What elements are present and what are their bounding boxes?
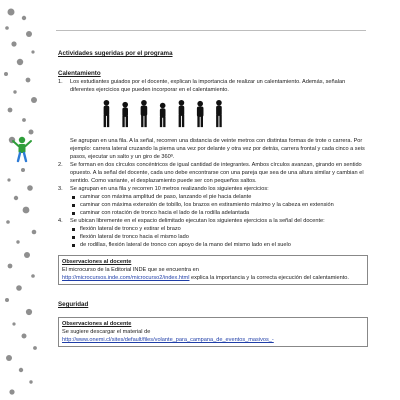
observations-box-1: [58, 255, 368, 285]
document-content: [58, 50, 368, 347]
bullet-item: caminar con máxima amplitud de paso, lanzando el pie hacia delante: [70, 193, 368, 201]
bullet-item: de rodillas, flexión lateral de tronco con apoyo de la mano del mismo lado en el suelo: [70, 241, 368, 249]
bullet-item: flexión lateral de tronco y estirar el brazo: [70, 225, 368, 233]
students-silhouettes-image: [88, 99, 258, 129]
item-number: 1.: [58, 79, 63, 85]
activity-item-1: [58, 78, 368, 94]
item-text: Se forman en dos círculos concéntricos de igual cantidad de integrantes. Ambos círculos avanzan, girando en sentido opuesto. A la señal del docente, cada uno debe encontrarse con una pareja que sea de una altura similar y cambian el sentido. Como variante, el desplazamiento puede ser con pequeños saltos.: [70, 162, 364, 184]
decorative-sidebar: [0, 0, 44, 400]
observations-title: Observaciones al docente: [62, 259, 132, 265]
item-text: Se agrupan en una fila y recorren 10 metros realizando los siguientes ejercicios:: [70, 186, 269, 192]
subheading-calentamiento: Calentamiento: [58, 70, 101, 77]
observations-line: Se sugiere descargar el material de: [62, 329, 151, 335]
item-number: 4.: [58, 218, 63, 224]
activity-item-2: [58, 161, 368, 185]
top-divider-line: [56, 30, 366, 31]
onemi-link[interactable]: http://www.onemi.cl/sites/default/files/volante_para_campana_de_eventos_masivos_-: [62, 337, 274, 343]
item-text: Se agrupan en una fila. A la señal, recorren una distancia de veinte metros con distintas formas de trote o carrera. Por ejemplo: carrera lateral cruzando la pierna una vez por delante y otra vez por detrás, carrera frontal y cada cinco a seis pasos, ejecutar un salto y un giro de 360º.: [70, 138, 365, 160]
observations-line: El microcurso de la Editorial INDE que se encuentra en: [62, 267, 199, 273]
subheading-seguridad: Seguridad: [58, 301, 89, 308]
bullet-item: flexión lateral de tronco hacia el mismo lado: [70, 233, 368, 241]
athlete-icon: [13, 137, 31, 161]
item-number: 3.: [58, 186, 63, 192]
item-text: Se ubican libremente en el espacio delimitado ejecutan los siguientes ejercicios a la señal del docente:: [70, 218, 325, 224]
bullet-item: caminar con máxima extensión de tobillo, los brazos en estiramiento máximo y la cabeza en extensión: [70, 201, 368, 209]
observations-box-2: [58, 317, 368, 347]
activities-list: [58, 78, 368, 249]
activity-item-4: [58, 217, 368, 249]
observations-title: Observaciones al docente: [62, 321, 132, 327]
item-text: Los estudiantes guiados por el docente, explican la importancia de realizar un calentamiento. Además, señalan diferentes ejercicios que pueden incorporar en el calentamiento.: [70, 79, 346, 93]
bullet-item: caminar con rotación de tronco hacia el lado de la rodilla adelantada: [70, 209, 368, 217]
activity-item-3: [58, 185, 368, 217]
item-number: 2.: [58, 162, 63, 168]
microcurso-link[interactable]: http://microcursos.inde.com/microcurso2/index.html: [62, 275, 190, 281]
observations-text: [62, 266, 364, 282]
section-title: Actividades sugeridas por el programa: [58, 50, 173, 57]
observations-line: explica la importancia y la correcta ejecución del calentamiento.: [189, 275, 349, 281]
activity-item-1-continued: [58, 137, 368, 161]
